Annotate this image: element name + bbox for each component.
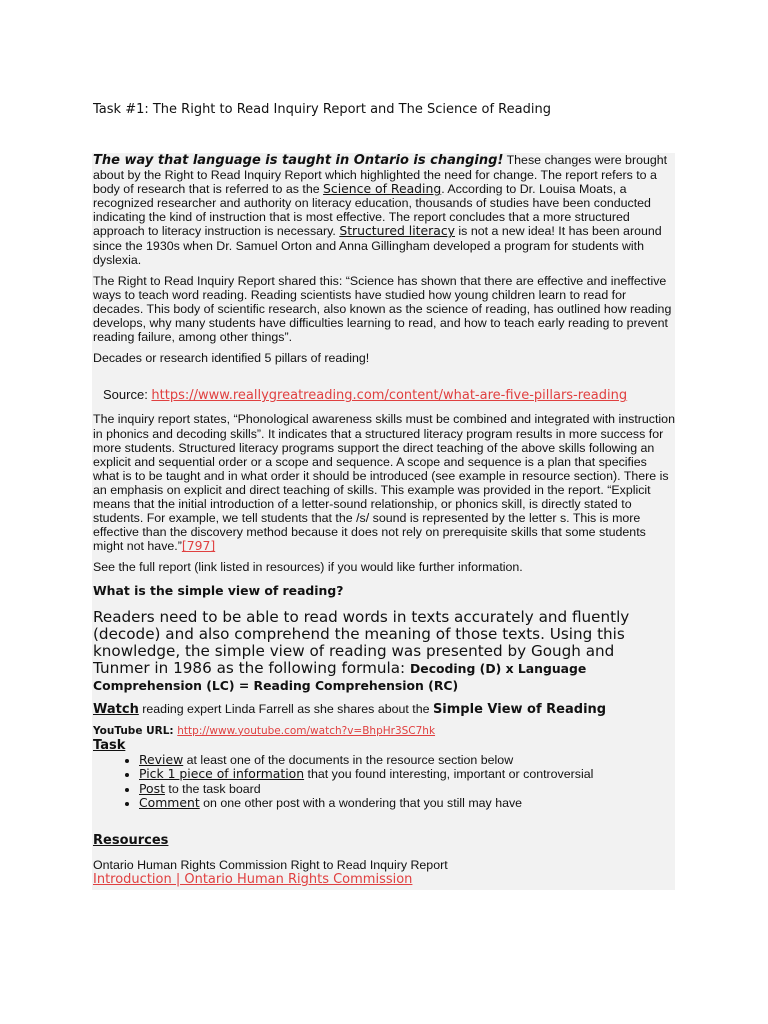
- svr-heading: What is the simple view of reading?: [93, 583, 344, 599]
- watch-verb: Watch: [93, 701, 139, 717]
- inquiry-text: The inquiry report states, “Phonological awareness skills must be combined and integrated with instruction in phonics and decoding skills”. It indicates that a structured literacy program results in more success for more students. Structured literacy programs support the direct teaching of the above skills following an explicit and sequential order or a scope and sequence. A scope and sequence is a plan that specifies what is to be taught and in what order it should be introduced (see example in resource section). There is an emphasis on explicit and direct teaching of skills. This example was provided in the report. “Explicit means that the initial introduction of a letter-sound relationship, or phonics skill, is directly stated to students. For example, we tell students that the /s/ sound is represented by the letter s. This is more effective than the discovery method because it does not rely on prerequisite skills that some students might not have.”: [93, 412, 675, 554]
- task-heading: Task: [93, 737, 126, 753]
- resource-link-line: [93, 872, 675, 887]
- source-link[interactable]: https://www.reallygreatreading.com/content/what-are-five-pillars-reading: [151, 388, 628, 404]
- intro-text-1: These changes were brought about by the Right to Read Inquiry Report which highlighted the need for change. The report refers to a body of research that is referred to as the: [93, 153, 668, 197]
- task-action: Post: [139, 780, 165, 796]
- task-text: that you found interesting, important or controversial: [304, 767, 594, 782]
- list-item: [139, 753, 675, 768]
- watch-topic: Simple View of Reading: [432, 701, 607, 717]
- youtube-label: YouTube URL:: [93, 724, 178, 737]
- watch-text: reading expert Linda Farrell as she shares about the: [138, 701, 433, 716]
- youtube-line: [93, 725, 675, 737]
- report-quote-paragraph: The Right to Read Inquiry Report shared this: “Science has shown that there are effective and ineffective ways to teach word reading. Reading scientists have studied how young children learn to read for decades. This body of scientific research, also known as the science of reading, has outlined how reading develops, why many students have difficulties learning to read, and how to teach early reading to prevent reading failure, among other things”.: [93, 273, 672, 345]
- intro-lead: The way that language is taught in Ontario is changing!: [93, 153, 504, 168]
- youtube-link[interactable]: http://www.youtube.com/watch?v=BhpHr3SC7hk: [177, 724, 436, 737]
- full-report-paragraph: See the full report (link listed in resources) if you would like further information.: [93, 560, 523, 575]
- svr-paragraph: [93, 609, 675, 694]
- source-line: [103, 388, 675, 403]
- resources-heading: Resources: [93, 832, 169, 848]
- page-title: Task #1: The Right to Read Inquiry Report and The Science of Reading: [93, 102, 551, 117]
- task-list: [93, 753, 675, 811]
- list-item: [139, 782, 675, 797]
- intro-text-3: is not a new idea! It has been around since the 1930s when Dr. Samuel Orton and Anna Gillingham developed a program for students with dyslexia.: [93, 224, 662, 267]
- svr-formula: Decoding (D) x Language Comprehension (LC) = Reading Comprehension (RC): [93, 660, 587, 693]
- task-text: on one other post with a wondering that you still may have: [199, 796, 523, 811]
- resource-link[interactable]: Introduction | Ontario Human Rights Commission: [93, 871, 413, 887]
- task-text: at least one of the documents in the resource section below: [183, 752, 514, 767]
- pillars-paragraph: Decades or research identified 5 pillars of reading!: [93, 351, 370, 366]
- footnote-link[interactable]: [797]: [181, 538, 216, 554]
- svr-text: Readers need to be able to read words in texts accurately and fluently (decode) and also comprehend the meaning of those texts. Using this knowledge, the simple view of reading was presented by Gough and Tunmer in 1986 as the following formula:: [93, 607, 630, 677]
- inquiry-paragraph: [93, 412, 675, 553]
- list-item: [139, 796, 675, 811]
- science-of-reading-term: Science of Reading: [323, 181, 442, 197]
- structured-literacy-term: Structured literacy: [339, 223, 455, 239]
- document-body: [93, 153, 675, 887]
- watch-line: [93, 702, 675, 717]
- resource-title: Ontario Human Rights Commission Right to Read Inquiry Report: [93, 857, 448, 872]
- task-action: Review: [139, 751, 184, 767]
- task-action: Pick 1 piece of information: [139, 766, 305, 782]
- source-label: Source:: [103, 387, 152, 403]
- task-action: Comment: [139, 795, 200, 811]
- intro-text-2: . According to Dr. Louisa Moats, a recognized researcher and authority on literacy education, thousands of studies have been conducted indicating the kind of instruction that is most effective. The report concludes that a more structured approach to literacy instruction is necessary.: [93, 182, 651, 239]
- task-text: to the task board: [164, 781, 261, 796]
- list-item: [139, 767, 675, 782]
- intro-paragraph: [93, 153, 675, 267]
